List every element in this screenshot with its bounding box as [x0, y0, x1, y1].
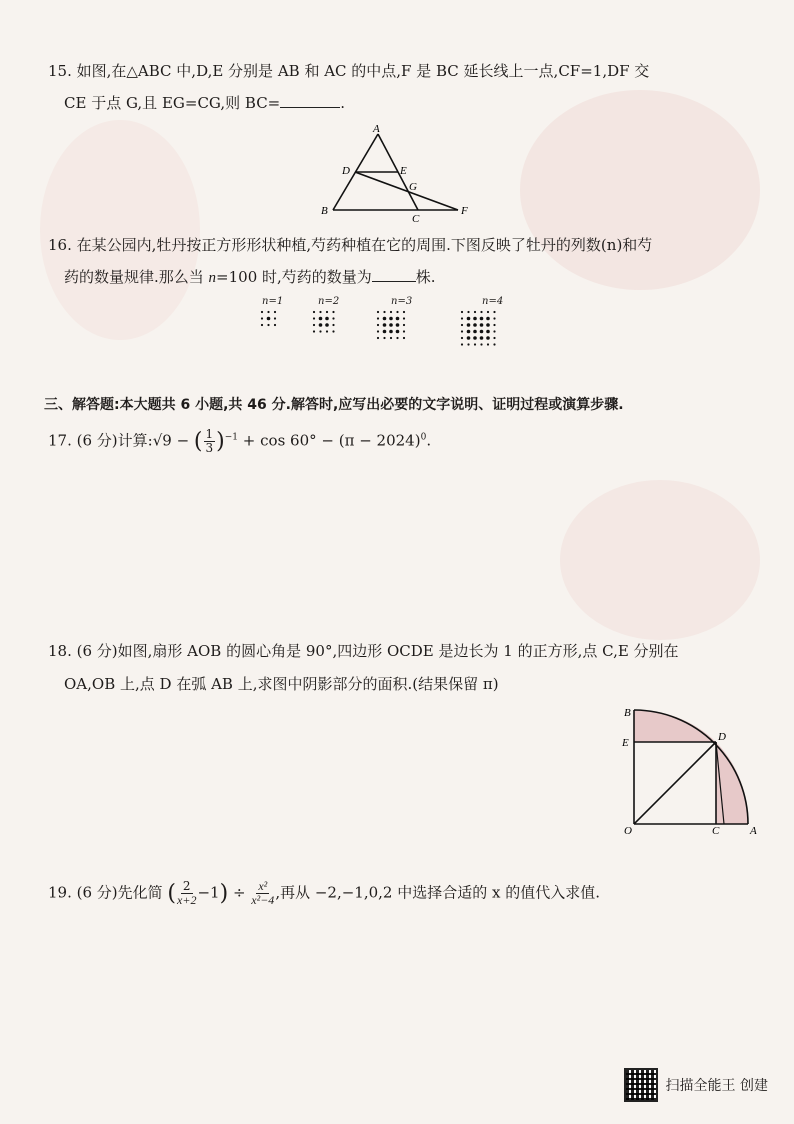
peony-dot: [486, 336, 490, 340]
q17-rest: + cos 60° − (π − 2024): [238, 431, 421, 450]
q19-prefix: 19. (6 分)先化简: [48, 883, 168, 902]
panel-label-n2: n=2: [318, 296, 340, 307]
peony-dot: [467, 330, 471, 334]
peony-dot: [473, 323, 477, 327]
q19-frac2-num: x²: [258, 879, 268, 893]
herb-dot: [461, 324, 463, 326]
q17: 17. (6 分)计算:√9 − ( $\frac{1}{3}$ )$^{-1} + \cos 60^\circ - (\pi - 2024)^0$.: [48, 427, 432, 455]
herb-dot: [480, 311, 482, 313]
peony-dot: [473, 317, 477, 321]
label-O: O: [624, 825, 632, 837]
label-B: B: [321, 205, 328, 217]
herb-dot: [377, 337, 379, 339]
q19-suffix: ,再从 −2,−1,0,2 中选择合适的 x 的值代入求值.: [275, 883, 600, 902]
answer-blank-15: [280, 93, 340, 108]
panel-label-n1: n=1: [262, 296, 284, 307]
peony-dot: [467, 336, 471, 340]
herb-dot: [474, 343, 476, 345]
peony-dot: [486, 330, 490, 334]
q17-prefix: 17. (6 分)计算:: [48, 431, 153, 450]
section-3-heading: 三、解答题:本大题共 6 小题,共 46 分.解答时,应写出必要的文字说明、证明过程或演算步骤.: [44, 397, 624, 413]
q17-exp1: −1: [224, 432, 239, 443]
peony-dot: [486, 317, 490, 321]
herb-dot: [396, 311, 398, 313]
answer-blank-16: [372, 267, 416, 282]
herb-dot: [274, 324, 276, 326]
herb-dot: [390, 311, 392, 313]
peony-dot: [389, 317, 393, 321]
label-C2: C: [712, 825, 720, 837]
label-D2: D: [718, 731, 726, 743]
peony-dot: [473, 330, 477, 334]
peony-dot: [389, 330, 393, 334]
peony-dot: [325, 323, 329, 327]
peony-dot: [467, 323, 471, 327]
q19: 19. (6 分)先化简 ( $\frac{2}{x+2}$ −1) ÷ $\frac{\text{x²}}{\text{x²−4}}$ ,再从 −2,−1,0,2 中选择合适的 x 的值代入求值.: [48, 879, 600, 907]
herb-dot: [377, 317, 379, 319]
herb-dot: [403, 317, 405, 319]
herb-dot: [396, 337, 398, 339]
herb-dot: [313, 324, 315, 326]
herb-dot: [313, 317, 315, 319]
sector-figure: [620, 700, 770, 840]
herb-dot: [267, 311, 269, 313]
herb-dot: [274, 317, 276, 319]
herb-dot: [487, 311, 489, 313]
footer-text: 扫描全能王 创建: [665, 1078, 768, 1094]
qr-code-icon: [624, 1068, 658, 1102]
panel-label-n4: n=4: [482, 296, 504, 307]
panel-label-n3: n=3: [391, 296, 413, 307]
label-A: A: [373, 123, 380, 135]
q17-frac-den: 3: [205, 441, 214, 455]
q15-line2-text: CE 于点 G,且 EG=CG,则 BC=: [64, 94, 281, 112]
label-A2: A: [750, 825, 757, 837]
q18-line1: 18. (6 分)如图,扇形 AOB 的圆心角是 90°,四边形 OCDE 是边长为 1 的正方形,点 C,E 分别在: [48, 642, 679, 660]
herb-dot: [461, 343, 463, 345]
herb-dot: [467, 343, 469, 345]
peony-dot: [396, 323, 400, 327]
herb-dot: [403, 324, 405, 326]
q16-line2d: 株.: [415, 268, 436, 286]
peony-dot: [267, 317, 271, 321]
herb-dot: [267, 324, 269, 326]
q16-line1: 16. 在某公园内,牡丹按正方形形状种植,芍药种植在它的周围.下图反映了牡丹的列数(n)和芍: [48, 236, 653, 254]
peony-dot: [480, 323, 484, 327]
herb-dot: [403, 311, 405, 313]
herb-dot: [461, 330, 463, 332]
herb-dot: [383, 311, 385, 313]
label-B2: B: [624, 707, 631, 719]
q19-frac1-num: 2: [182, 879, 191, 893]
q19-fraction-1: [177, 880, 196, 907]
herb-dot: [377, 330, 379, 332]
q15-line1: 15. 如图,在△ABC 中,D,E 分别是 AB 和 AC 的中点,F 是 BC 延长线上一点,CF=1,DF 交: [48, 62, 650, 80]
herb-dot: [261, 311, 263, 313]
herb-dot: [319, 330, 321, 332]
herb-dot: [313, 311, 315, 313]
herb-dot: [326, 311, 328, 313]
herb-dot: [319, 311, 321, 313]
flower-dot-grids: [250, 308, 550, 388]
peony-dot: [319, 323, 323, 327]
herb-dot: [487, 343, 489, 345]
herb-dot: [332, 330, 334, 332]
herb-dot: [461, 337, 463, 339]
herb-dot: [261, 317, 263, 319]
peony-dot: [480, 330, 484, 334]
q16-var-n: n: [208, 270, 217, 286]
q17-fraction: [204, 428, 216, 455]
herb-dot: [332, 311, 334, 313]
peony-dot: [467, 317, 471, 321]
peony-dot: [486, 323, 490, 327]
q16-line2: [64, 266, 436, 287]
peony-dot: [396, 317, 400, 321]
herb-dot: [461, 311, 463, 313]
q19-frac1-den: x+2: [177, 893, 197, 907]
q17-end: .: [426, 431, 432, 450]
label-E: E: [400, 165, 407, 177]
herb-dot: [390, 337, 392, 339]
q15-line2: [64, 92, 345, 113]
q19-div: ÷: [228, 883, 251, 902]
peony-dot: [319, 317, 323, 321]
q17-minus: −: [171, 431, 194, 450]
q15-line2-end: .: [340, 94, 346, 112]
peony-dot: [389, 323, 393, 327]
peony-dot: [325, 317, 329, 321]
q19-minus1: −1: [197, 883, 220, 902]
label-F: F: [461, 205, 468, 217]
peony-dot: [480, 317, 484, 321]
q16-line2c: =100 时,芍药的数量为: [216, 268, 372, 286]
peony-dot: [383, 323, 387, 327]
herb-dot: [383, 337, 385, 339]
herb-dot: [332, 317, 334, 319]
herb-dot: [313, 330, 315, 332]
label-E2: E: [622, 737, 629, 749]
label-C: C: [412, 213, 420, 222]
peony-dot: [396, 330, 400, 334]
herb-dot: [467, 311, 469, 313]
q17-sqrt: √9: [152, 431, 172, 450]
triangle-figure: [318, 122, 478, 222]
herb-dot: [403, 337, 405, 339]
label-G: G: [409, 181, 417, 193]
herb-dot: [480, 343, 482, 345]
herb-dot: [461, 317, 463, 319]
q17-frac-num: 1: [205, 427, 214, 441]
q17-exp2: 0: [420, 432, 427, 443]
herb-dot: [377, 324, 379, 326]
peony-dot: [480, 336, 484, 340]
peony-dot: [383, 330, 387, 334]
herb-dot: [474, 311, 476, 313]
herb-dot: [493, 337, 495, 339]
herb-dot: [493, 324, 495, 326]
q18-line2: OA,OB 上,点 D 在弧 AB 上,求图中阴影部分的面积.(结果保留 π): [64, 675, 499, 693]
q16-line2a: 药的数量规律.那么当: [64, 268, 209, 286]
scanner-watermark: [624, 1068, 768, 1102]
herb-dot: [332, 324, 334, 326]
herb-dot: [493, 311, 495, 313]
q19-fraction-2: [251, 880, 274, 907]
herb-dot: [274, 311, 276, 313]
herb-dot: [493, 343, 495, 345]
herb-dot: [493, 330, 495, 332]
herb-dot: [261, 324, 263, 326]
herb-dot: [326, 330, 328, 332]
herb-dot: [377, 311, 379, 313]
label-D: D: [342, 165, 350, 177]
peony-dot: [383, 317, 387, 321]
peony-dot: [473, 336, 477, 340]
herb-dot: [493, 317, 495, 319]
q19-frac2-den: x²−4: [251, 893, 275, 907]
herb-dot: [403, 330, 405, 332]
